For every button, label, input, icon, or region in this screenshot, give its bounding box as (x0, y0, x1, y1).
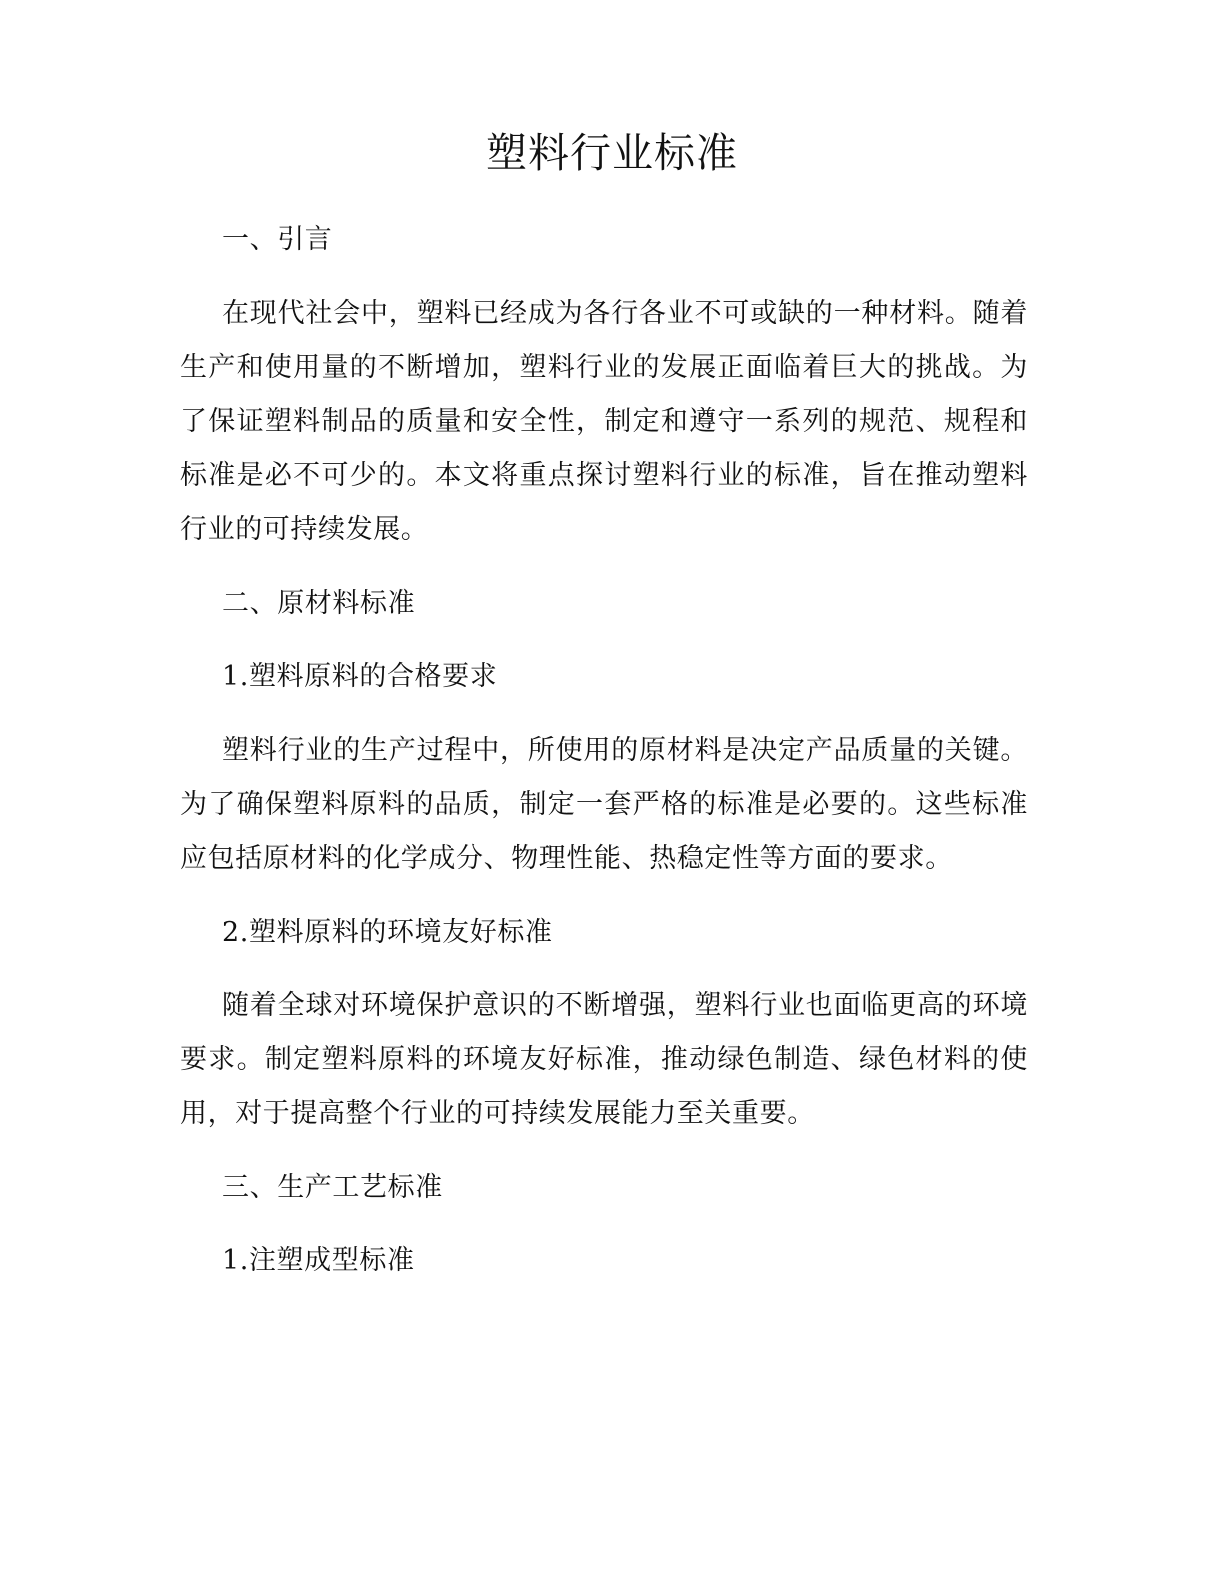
subheading-raw-material-requirements: 1.塑料原料的合格要求 (222, 661, 498, 692)
paragraph-raw-material-requirements: 塑料行业的生产过程中，所使用的原材料是决定产品质量的关键。为了确保塑料原料的品质，制定一套严格的标准是必要的。这些标准应包括原材料的化学成分、物理性能、热稳定性等方面的要求。 (180, 735, 1028, 874)
paragraph-introduction: 在现代社会中，塑料已经成为各行各业不可或缺的一种材料。随着生产和使用量的不断增加，塑料行业的发展正面临着巨大的挑战。为了保证塑料制品的质量和安全性，制定和遵守一系列的规范、规程和标准是必不可少的。本文将重点探讨塑料行业的标准，旨在推动塑料行业的可持续发展。 (180, 298, 1028, 545)
section-heading-production-process: 三、生产工艺标准 (222, 1172, 443, 1203)
paragraph-eco-friendly-standard: 随着全球对环境保护意识的不断增强，塑料行业也面临更高的环境要求。制定塑料原料的环境友好标准，推动绿色制造、绿色材料的使用，对于提高整个行业的可持续发展能力至关重要。 (180, 990, 1028, 1129)
subheading-injection-molding: 1.注塑成型标准 (222, 1245, 415, 1276)
section-heading-raw-materials: 二、原材料标准 (222, 588, 416, 619)
document-title: 塑料行业标准 (486, 129, 738, 177)
subheading-eco-friendly-standard: 2.塑料原料的环境友好标准 (222, 917, 553, 948)
section-heading-introduction: 一、引言 (222, 224, 333, 255)
